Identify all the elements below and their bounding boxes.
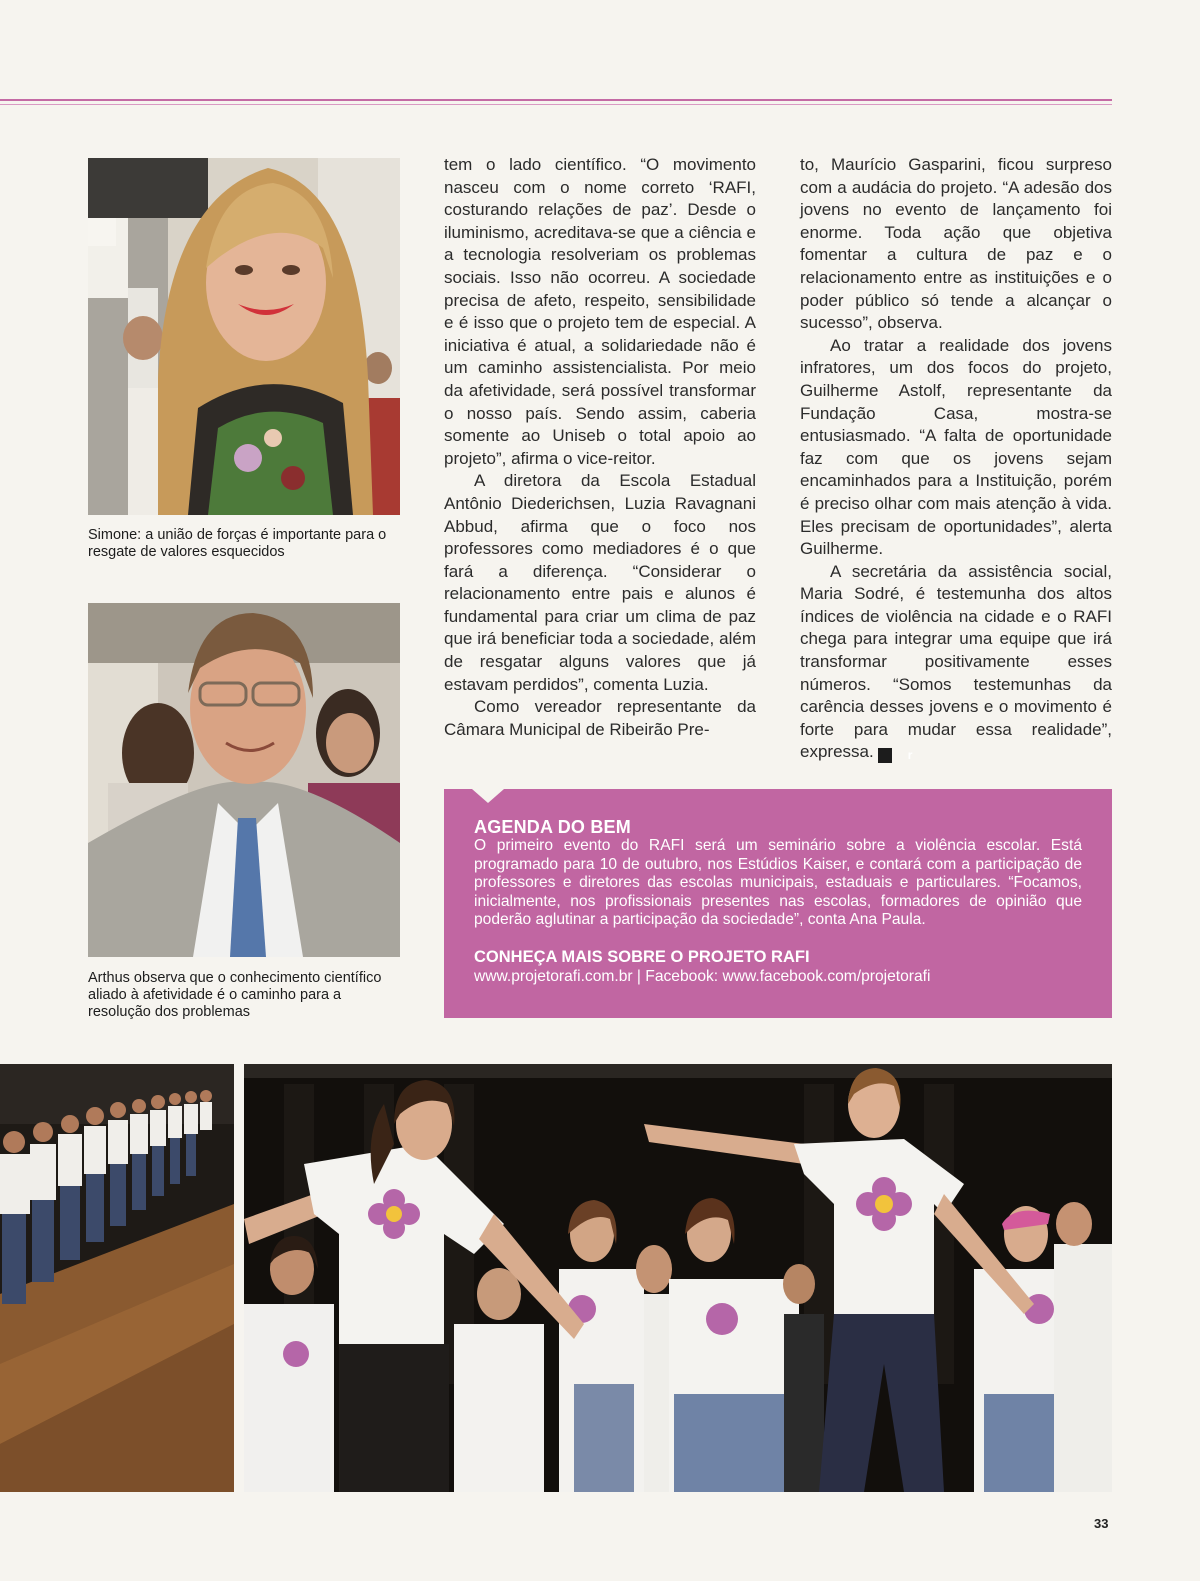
paragraph: to, Maurício Gasparini, ficou surpreso com a audácia do projeto. “A adesão dos jovens no evento de lançamento foi enorme. Toda ação que objetiva fomentar a cultura de paz e o relacionamento entre as instituições e o poder público só tende a alcançar o sucesso”, observa.	[800, 155, 1112, 333]
page-number: 33	[1094, 1516, 1109, 1531]
paragraph: Ao tratar a realidade dos jovens infratores, um dos focos do projeto, Guilherme Astolf, representante da Fundação Casa, mostra-se entusiasmado. “A falta de oportunidade faz com que os jovens sejam encaminhados para a Instituição, porém é preciso olhar com mais atenção à vida. Eles precisam de oportunidades”, alerta Guilherme.	[800, 335, 1112, 559]
agenda-title: AGENDA DO BEM	[474, 817, 631, 837]
article-column-1	[444, 154, 756, 741]
caption-arthus: Arthus observa que o conhecimento científico aliado à afetividade é o caminho para a resolução dos problemas	[88, 970, 382, 1020]
paragraph: tem o lado científico. “O movimento nasceu com o nome correto ‘RAFI, costurando relações de paz’. Desde o iluminismo, acreditava-se que a ciência e a tecnologia resolveriam os problemas sociais. Isso não ocorreu. A sociedade precisa de afeto, respeito, sensibilidade e é isso que o projeto tem de especial. A iniciativa é atual, a solidariedade não é um caminho assistencialista. Por meio da afetividade, será possível transformar o nosso país. Sendo assim, caberia somente ao Uniseb o total apoio ao projeto”, afirma o vice-reitor.	[444, 155, 756, 468]
agenda-body: O primeiro evento do RAFI será um seminário sobre a violência escolar. Está programado para 10 de outubro, nos Estúdios Kaiser, e contará com a participação de professores e diretores das escolas municipais, estaduais e particulares. “Focamos, inicialmente, nos profissionais presentes nas escolas, formadores de opinião que poderão aglutinar a participação da sociedade”, conta Ana Paula.	[474, 837, 1082, 929]
more-info-title: CONHEÇA MAIS SOBRE O PROJETO RAFI	[474, 947, 810, 966]
agenda-box	[444, 789, 1112, 1018]
photo-arthus	[88, 603, 400, 957]
photo-dance-group	[0, 1064, 234, 1492]
paragraph: A secretária da assistência social, Maria Sodré, é testemunha dos altos índices de violência na cidade e o RAFI chega para integrar uma equipe que irá transformar positivamente esses números. “Somos testemunhas da carência desses jovens e o movimento é forte para mudar essa realidade”, expressa.	[800, 561, 1112, 762]
photo-simone	[88, 158, 400, 515]
end-of-article-mark: r	[878, 748, 892, 763]
article-column-2	[800, 154, 1112, 764]
photo-stage-dance	[244, 1064, 1112, 1492]
project-links: www.projetorafi.com.br | Facebook: www.facebook.com/projetorafi	[474, 967, 931, 985]
paragraph: Como vereador representante da Câmara Municipal de Ribeirão Pre-	[444, 697, 756, 739]
paragraph: A diretora da Escola Estadual Antônio Diederichsen, Luzia Ravagnani Abbud, afirma que o foco nos professores como mediadores é o que fará a diferença. “Considerar o relacionamento entre pais e alunos é fundamental para criar um clima de paz que irá beneficiar toda a sociedade, além de resgatar alguns valores que já estavam perdidos”, comenta Luzia.	[444, 471, 756, 694]
top-decorative-rule	[0, 99, 1112, 106]
caption-simone: Simone: a união de forças é importante para o resgate de valores esquecidos	[88, 527, 387, 560]
agenda-notch	[472, 789, 504, 803]
